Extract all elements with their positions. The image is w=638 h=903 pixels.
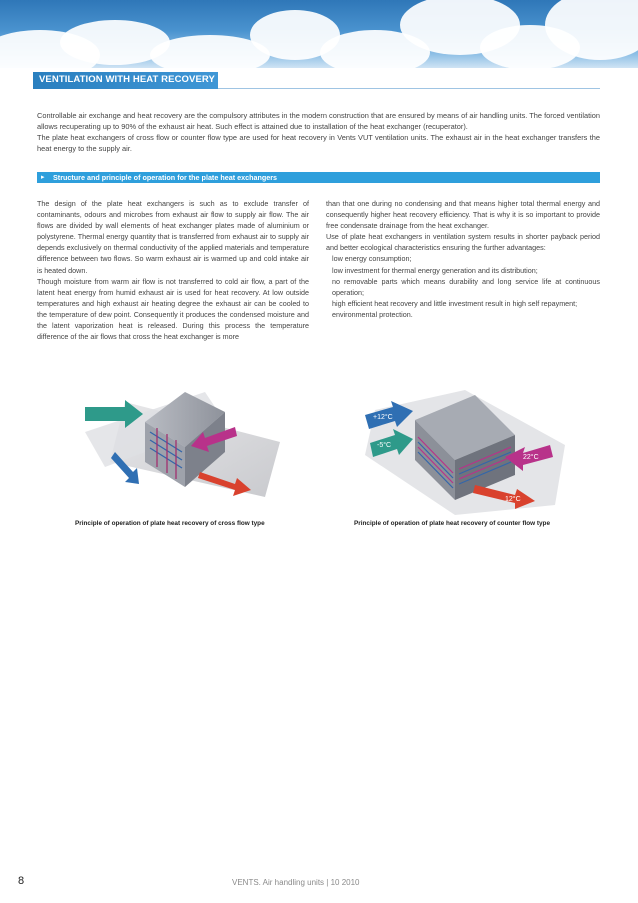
page-title: VENTILATION WITH HEAT RECOVERY (39, 74, 215, 85)
right-paragraph-2: Use of plate heat exchangers in ventilation system results in shorter payback period and better ecological characteristics ensuring the further advantages: (326, 232, 600, 253)
temperature-label: 12°C (505, 496, 521, 503)
left-paragraph-2: Though moisture from warm air flow is not transferred to cold air flow, a part of the latent heat energy from humid exhaust air is used for heat recovery. At low outside temperatures and high exhaust air heating degree the exhaust air can be cooled to the temperature of dew point. Consequently it produces the condensed moisture and the latent vaporization heat is released. During this process the temperature difference of the air flows that cross the heat exchanger is more (37, 276, 309, 342)
page-title-bar (33, 72, 218, 89)
chevron-right-icon: ▸ (41, 174, 45, 181)
left-column (37, 198, 309, 342)
advantage-item: high efficient heat recovery and little investment result in high self repayment; (332, 298, 578, 308)
intro-paragraph-1: Controllable air exchange and heat recovery are the compulsory attributes in the modern construction that are ensured by means of air handling units. The forced ventilation allows recuperating up to 90% of the exhaust air heat. Such effect is attained due to installation of the heat exchanger (recuperator). (37, 111, 600, 131)
left-paragraph-1: The design of the plate heat exchangers is such as to exclude transfer of contaminants, odours and microbes from exhaust air flow to supply air flow. The air flows are divided by wall elements of heat exchanger plates made of aluminium or polystyrene. Thermal energy quantity that is transferred from exhaust air to supply air depends exclusively on thermal conductivity of the applied materials and temperature difference between two flows. So warm exhaust air is warmed up and cold intake air is heated down. (37, 199, 309, 275)
title-divider (218, 88, 600, 89)
advantage-item: environmental protection. (332, 309, 413, 319)
right-column (326, 198, 600, 320)
temperature-label: 22°C (523, 454, 539, 461)
section-heading-bar (37, 172, 600, 183)
figure-caption-cross-flow: Principle of operation of plate heat recovery of cross flow type (75, 520, 265, 527)
right-paragraph-1: than that one during no condensing and that means higher total thermal energy and consequently higher heat recovery efficiency. That is why it is so important to provide free condensate drainage from the heat exchanger. (326, 199, 600, 231)
advantage-item: no removable parts which means durability and long service life at continuous operation; (332, 276, 600, 297)
advantage-item: low investment for thermal energy generation and its distribution; (332, 265, 538, 275)
footer-text: VENTS. Air handling units | 10 2010 (232, 878, 360, 887)
figure-caption-counter-flow: Principle of operation of plate heat recovery of counter flow type (354, 520, 551, 527)
intro-paragraph-2: The plate heat exchangers of cross flow or counter flow type are used for heat recovery in Vents VUT ventilation units. The exhaust air in the heat exchanger transfers the heat energy to the supply air. (37, 133, 600, 153)
temperature-label: -5°C (377, 442, 392, 449)
header-sky-banner (0, 0, 638, 68)
section-heading: Structure and principle of operation for the plate heat exchangers (53, 173, 278, 182)
cross-flow-exchanger-illustration (85, 372, 280, 497)
temperature-label: +12°C (373, 414, 393, 421)
counter-flow-exchanger-illustration (355, 385, 565, 515)
intro-text (37, 110, 600, 154)
advantage-item: low energy consumption; (332, 254, 412, 264)
page-number: 8 (18, 875, 25, 887)
